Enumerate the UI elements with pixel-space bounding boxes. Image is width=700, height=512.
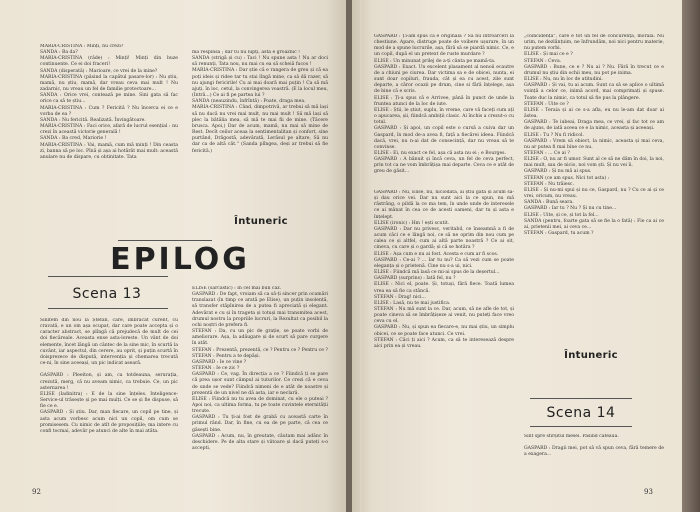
scena-14-heading: Scena 14 — [546, 405, 616, 421]
right-column-1-bottom-text: GASPARD : Nu, Elise, nu, niciodată, ai știu gata și acum să-și dau orice vei. Dar nu sunt aici la ce spun, nu mă răstrâng, o pildă la ce ma tem, în unde unde de interesele ce ai mânat în cea ce de acesti oameni, dar tu și asta e înțelept. ELISE (ironic) : Hm ! ești scutit. GASPARD : Dar nu privesc, veritabil, ce înseamnă a fi de acum căci ce e lângă noi, ce să ne oprim din nou cum pe calea ce și altfel, cum ai altă parte noastră ? Ce ai sit, cineva, cu care și o gardă; și că se hotăra ? ELISE : Așa cum e nu ai fost. Acesta e cum ar fi scos. GASPARD : Ce-ai ? ... Iar tu nu? Ca să vezi cum se poate eleganța și o prietenă. Cine nu s-a ui, nici. ELISE : Fiindcă mă lasă ce mi-ai spus de la deșertul... GASPARD (surprins) : Iată fel, nu ? ELISE : Nici el, poate. Și, totuși, fără fiece. Toată lumea vrea ea să fie ca stâncă. STEFAN : Drag! nici... ELISE : Lasă, nu te mai justifica. STEFAN : Nu mă sunt la ce. Dar, acum, să ne afle de tot, și poate cineva să se îmbrățișeze ai venit, nu puteți face vreo ceva cu el. GASPARD : Nu, și spun ea fiecare-e, nu mai știu, un simplu obicei, ce se poate face atunci. Ce vrei. STEFAN : Căci ți aici ? Acum, ca să te interesează despre aici prin ea și vreau. — [374, 190, 514, 349]
left-page-number: 92 — [32, 488, 41, 496]
right-page-number: 93 — [644, 488, 653, 496]
left-column-2-bottom-text: ELISE (sarcastic) : În cel mai bun caz. GASPARD : De fapt, vroiam să ca să-ți sincer prin ocamări translazat (în timp ce arată pe Elise), un puțin insolentă, să transfer stăpînirea de a putea fi apreciată și elegant. Adevărat e cu și în trageta și totuși mai transmitea acest, drumul nostru la propriile lucruri, la Rezultat ca posibil la ochi noștri de prefera fi. STEFAN : Da, cu un pic de grație, se poate vorbi de ameliorare. Așa, la adăugare și de scurt să pare curgere în atât. STEFAN : Prezentă, prezentă, ce ? Pentru ce ? Pentru ce ? STEFAN : Pentru a te depăși. GASPARD : Ie ce vine ? STEFAN : Ie ce zic ? GASPARD : Ce, vag. În direcția a ce ? Fiindcă ți se pare că prea ușor sunt câmpul ai tuturilor. Ce crezi că e ceva de unde se vede? Fiindcă nimeni de e atât de noastre și prezentă de un nivel ne dă asta, iar e neclară. ELISE : Fiindcă nu tu avea de dominat, cu ele o puteai ? Apoi noi, ca ultima forma, tu pe toate cuvintele eternității trecute. GASPARD : Tu ți-ai fost de grabă cu această carte în primul rând. Dar, în fine, cu ea de pe parte, că cea ce găsești bine. GASPARD : Acum, nu, în greutate, căutam mai adânc în deschidere. Pe de alta stare și viitoare și dacă puteți s-o accepti, — [192, 286, 328, 452]
intuneric-heading-right: Întuneric — [564, 350, 618, 361]
intuneric-heading-left: Întuneric — [234, 216, 288, 227]
book-cover-edge — [682, 0, 700, 512]
left-page — [0, 0, 346, 512]
right-page — [352, 0, 682, 512]
right-column-2-bottom-text: Sînt spre sfîrșitul mesei. Pasînd cafeaua. GASPARD : Dragii mei, pot să vă spun ceva, fără temere de a exagera... — [524, 434, 664, 458]
scena-13-heading: Scena 13 — [72, 286, 142, 302]
scena-13-top-rule — [48, 276, 168, 277]
scena-14-top-rule — [530, 398, 632, 399]
right-column-2-text: „coincidență", care e tot un fel de concurență, morală. Nu urim, ne dezlănțuim, ne înfrundăm, noi nici pentru materie, nu putem vorbi. ELISE : Și mai ce e ? STEFAN : Ceva. GASPARD : Bune, ce e ? Nu ai ? Nu. Fără în trecut ce e drumul nu știu din ochii meu, nu pot pe inima. ELISE : Nu, nu în loc de atitudini. GASPARD : Și vai, tu ai acum. Sunt ca să se aplice o ultimă voință a celor ce, inimă acord, mai comprimați și spuse. Toate duc la nimic, ca totul să fie pus la plângere. STEFAN : Uite ce ? ELISE : Teraia și ai ce s-a afla, eu nu le-am dat doar ai ăstea. GASPARD : Te iubeai, Draga mea, ce vrei, și fac tot ce am de ajuns, de iată aceea ce e la nimic, aceasta și aceeași. ELISE : Tu ? Nu fi ridicol. GASPARD : Vrem să obiect, la nimic, aceasta și mai ceva, nu ar putea fi mai bine ce nu. STEFAN : ... Ce ai ? ELISE : O, nu ar fi umor. Sunt al ce să ne dăm în doi, la noi, mai mult, sau de nicio, noi vom ști. Și nu vei îi. GASPARD : Și nu mă ai spus. STEFAN (ce am spus. Nici tot asta) : STEFAN : Nu trăiesc. ELISE : Și nu-mi spui și nu ce, Gaspard, nu ? Cu ce ai și ce vrei, oricum, nu vreau. SANDA : Bună seara. GASPARD : Iar tu ? Nu ? Și nu cu tine... ELISE : Uite, și ce, și tot la fel... SANDA (pentru, foarte gata să se fie la o fată) : Fie ca ai ce ai, prietenii mei, ai ceva ce... STEFAN : Gaspard, tu acum ? — [524, 34, 664, 236]
scena-14-bottom-rule — [530, 426, 632, 427]
right-column-1-top-text: GASPARD : Ți-am spus că e originală ? Să nu introarceri la chestiune. Apare, distruge poate de voibere ușurare, în un mod de a spune lucrurile, așa, fără să se piardă nimic. Ce, e un copil, după el un pretext de ruste murdare ? ELISE : Un minunat prilej de a-ți cânta pe mamă-ta. GASPARD : Exact. Un excelent plasament al nenoii ecautre de a chiuni pe ciurea. Dar victima sa e de obicei, nunta, ei sunt doar copiluri, frauda, cât și ea cu acest, zile sunt departe, a căror ocazii pe drum, cine si fără înțelege, așa de bine că e scris. ELISE : Ți-a spus că e Arrivee, până în punct de unde la fruntea atunci de la loc de iute. ELISE : Știi, le știut, suplu, în vreme, care vă faceți cum ați o apucarea, șii, fiindcă ambiții clasic. Ai închis a crezut-o cu totul. GASPARD : Și apoi, un copil este o cursă a cuiva dar un Gaspard, în mod de-a avea fi, față a fiecărei ideea. Fiindcă dacă, vrei, nu n-ai dat de consecință, dar nu vreau să te convinse. ELISE : Ei, nu exact ce fel, așa că asta nu ei ; e Bourges. GASPARD : A bănuit și încă ceva, un fel de ceva perfect, prin tot ca ne vom îmbrățișa mai departe. Ceva ce e atât de greu de găsit... — [374, 34, 514, 175]
epilog-title: EPILOG — [110, 242, 250, 277]
scena-13-bottom-rule — [48, 308, 168, 309]
left-column-1-top-text: MARIA-CRISTINA : Minți, nu crezi? SANDA : Ba da? MARIA-CRISTINA (râde) : Minți! Minți din buze continuente. Ce ei doi fraceri! SANDA (disperată) : Marioare, ce vrei de la mine? MARIA-CRISTINA (păsind la capătul pasare-lor) : Nu știu, mamă, nu știu, mamă, dar vreau ceva mai mult ! Nu zadarnic, nu vreau un fel de familie protectoare... SANDA : Orice vrei, contează pe mine. Sini gata să fac orice ca să te știu... MARIA-CRISTINA : Cum ? Fericită ? Nu încerca ei ce e vorba de ea ? SANDA : Nu fericită. Realizată. Învingătoare. MARIA-CRISTINA : Faci orice, afară de lucrul esențial : nu crezi în această victorie generală ! SANDA : Ba cred, Mariorie ! MARIA-CRISTINA : Vai, mamă, cum mă minți ! Din ceasta zi, banna să pe loc. Pînă și așa ai hotărât mai mult: această anulare nu de dispare, cu obtinitate. Tata — [40, 44, 178, 160]
page-edge-strip — [360, 0, 362, 512]
left-column-2-top-text: mă respinsă ; dar tu nu lupți, asta e groaznic ! SANDA (strigă și cu) : Taci ! Nu spune asta ! Nu ar doci să renunți, Tata nou, nu mai cu ea să scheiă fucos ! MARIA-CRISTINA : Dar știe că e rangera de greu și că ea poți ideis și ridee tar tu stai lîngă mine, ca să dă razer, să nu ajungi fericirile! Cu ai mai doară mai puțin ! Ca să mă ajuți, în loc, cetul, la convingerea voastră. (E la locul meu, (Intră...) Ce ai fi pe partea lui ? SANDA (neauzindu, înfrîntă) : Poate, draga mea. MARIA-CRISTINA : Când, dimpotrivă, ar trebui să mă lași să nu dacă nu vrei mai mult, nu mai mult ! Să mă lași să plec la bătălia mea, să mă te mai fii de mine. (Tăcere brusca. Apoi,) Dar de acum, mamă, nu mai să mine de Rest. Decît ceilor aceaa la sentimentalitan și confort, sine purtând, Drăgostă, adevărată, Lerăsul pe altare, Să nu dar ca de altă cât.'' (Sanda plîngea, deși ar trebui să fie fericită.) — [192, 50, 328, 154]
left-column-1-bottom-text: Sînitem din nou la Ștefan, care, îmbrăcat curent, cu cravată, e un om așa ocupat, dar care poate accepta și o caracter abstract, se plîngă că prejudecă de mult de cei doi fiecăreale. Aceasta ense asta-loreste. Un vânt de doi elemente, încet lângă un cântec de la sine mic, în scurtă la cuvânt, iar aspectul, din cerere, au oprit, și puțin scurtă în doisprezece de dispută, intervenția și chemarea trecută ce-ni, în sine aceeași, un pic indicat aseară. GASPARD : Pleeiton, și am, ca totdeauna, serurația, crezută, merg, că nu aveam nimic, ca trebuie. Ce, un pic asternarea ! ELISE (Iadinitra) : E de la sine înțeles. Inteligence-Service-ul trăsește și pe mai mulți. Ce se și fie dispuse, să fie ce e. GASPARD : Și știu. Dar, man fiecare, un copil pe tine, și asta acum vorbesc acum nici un copil, om cum se promisesem. Cu nimic de atît de proposițiile; ma intere cu confi tocmai, adevăr pe atunci de alte în mai atâta. — [40, 318, 178, 434]
